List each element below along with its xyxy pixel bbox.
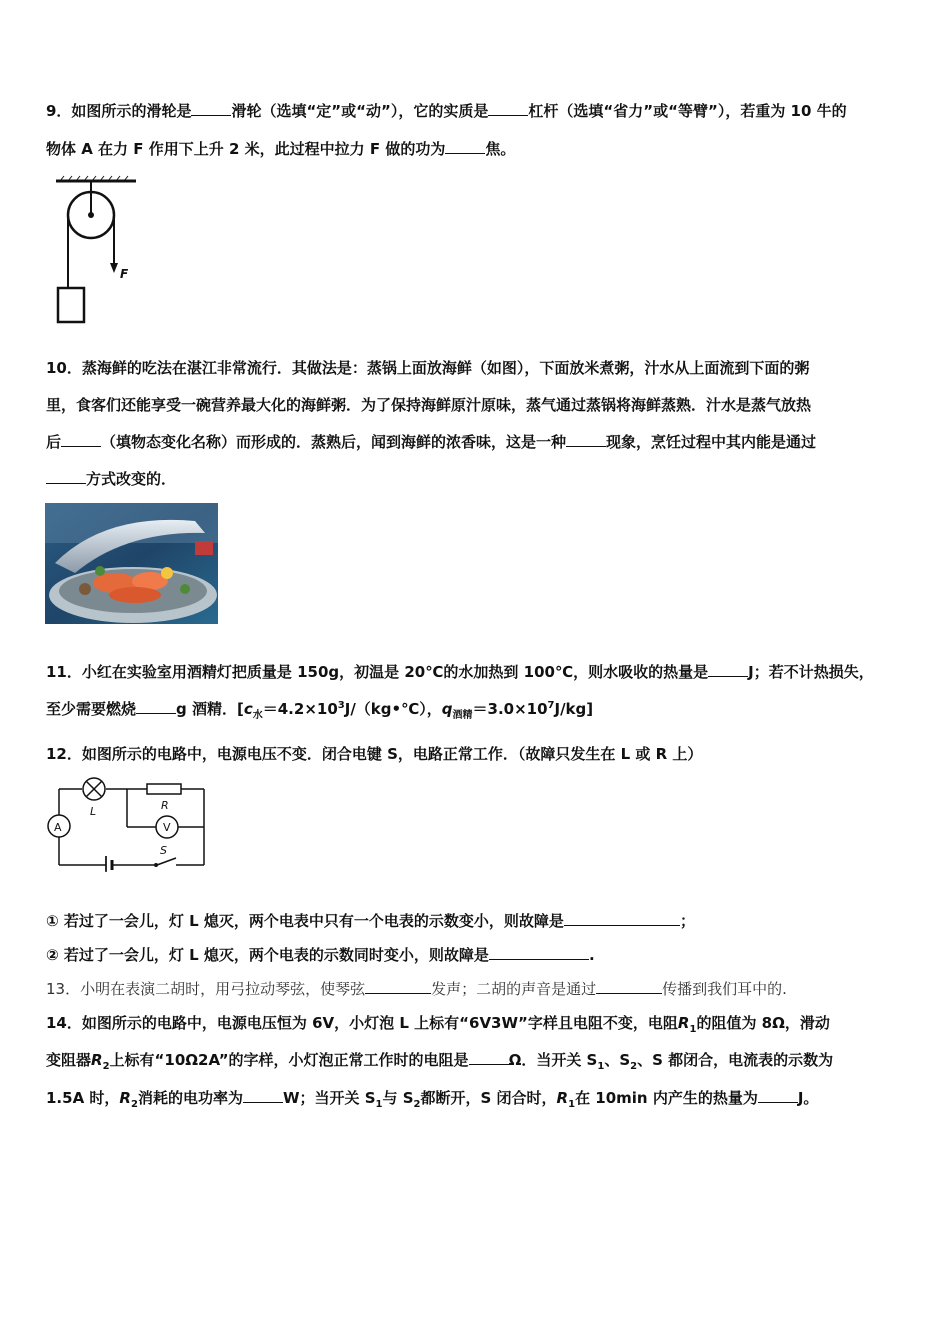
q10-text-2: 里，食客们还能享受一碗营养最大化的海鲜粥．为了保持海鲜原汁原味，蒸气通过蒸锅将海鲜蒸熟．汁水是蒸气放热 xyxy=(46,396,812,414)
q14-l3-s2-sub: 2 xyxy=(413,1099,421,1110)
q10-text-3c: 现象，烹饪过程中其内能是通过 xyxy=(606,433,817,451)
q14-r2-sub: 2 xyxy=(102,1061,110,1072)
q9-text-d: 物体 A 在力 F 作用下上升 2 米，此过程中拉力 F 做的功为 xyxy=(46,140,446,158)
q11-line-1 xyxy=(46,662,874,682)
ammeter-label: A xyxy=(54,821,62,834)
q9-blank-2[interactable] xyxy=(488,101,528,116)
resistor-label: R xyxy=(161,799,169,812)
q14-l3-r1-sub: 1 xyxy=(568,1099,576,1110)
q14-text-2e: 、S 都闭合，电流表的示数为 xyxy=(637,1051,834,1069)
q14-text-3f: 在 10min 内产生的热量为 xyxy=(575,1089,758,1107)
q9-text-a: 9．如图所示的滑轮是 xyxy=(46,102,192,120)
q14-l3-r2-symbol: R xyxy=(119,1089,131,1107)
q12-blank-2[interactable] xyxy=(489,945,589,960)
q12-text-1: 12．如图所示的电路中，电源电压不变．闭合电键 S，电路正常工作．（故障只发生在 L 或 R 上） xyxy=(46,745,703,763)
q11-q-value: ＝3.0×10 xyxy=(472,700,548,718)
q12-sub-1 xyxy=(46,911,695,931)
q10-blank-1[interactable] xyxy=(61,432,101,447)
switch-label: S xyxy=(160,844,167,857)
q14-text-3e: 都断开，S 闭合时， xyxy=(420,1089,557,1107)
q11-text-2a: 至少需要燃烧 xyxy=(46,700,137,718)
q9-text-b: 滑轮（选填“定”或“动”），它的实质是 xyxy=(231,102,489,120)
q14-r1-symbol: R xyxy=(677,1014,690,1032)
q14-line-2 xyxy=(46,1050,833,1070)
q11-q-sub: 酒精 xyxy=(452,710,473,721)
q9-text-c: 杠杆（选填“省力”或“等臂”），若重为 10 牛的 xyxy=(528,102,847,120)
q14-text-1a: 14．如图所示的电路中，电源电压恒为 6V，小灯泡 L 上标有“6V3W”字样且电阻不变，电阻 xyxy=(46,1014,678,1032)
q14-line-3 xyxy=(46,1088,818,1108)
q14-text-3d: 与 S xyxy=(382,1089,414,1107)
q10-line-3 xyxy=(46,432,816,452)
q14-l3-s1-sub: 1 xyxy=(375,1099,383,1110)
q14-r2-symbol: R xyxy=(91,1051,103,1069)
q10-text-3b: （填物态变化名称）而形成的．蒸熟后，闻到海鲜的浓香味，这是一种 xyxy=(101,433,567,451)
q11-line-2 xyxy=(46,699,593,719)
q11-text-1b: J；若不计热损失， xyxy=(748,663,874,681)
q11-text-1a: 11．小红在实验室用酒精灯把质量是 150g，初温是 20℃的水加热到 100℃，则水吸收的热量是 xyxy=(46,663,709,681)
q14-s1-sub: 1 xyxy=(597,1061,605,1072)
pulley-force-label: F xyxy=(120,267,129,281)
q12-sub-2 xyxy=(46,945,595,965)
q11-c-sub: 水 xyxy=(252,710,263,721)
q11-q-symbol: q xyxy=(441,700,453,718)
q11-c-symbol: c xyxy=(243,700,253,718)
q11-c-exp: 3 xyxy=(337,700,345,711)
q11-blank-2[interactable] xyxy=(136,699,176,714)
circuit-diagram xyxy=(44,772,209,872)
q14-text-3a: 1.5A 时， xyxy=(46,1089,120,1107)
lamp-label: L xyxy=(90,805,97,818)
q14-text-2d: 、S xyxy=(604,1051,631,1069)
q14-text-2c: Ω．当开关 S xyxy=(508,1051,598,1069)
q12-blank-1[interactable] xyxy=(564,911,680,926)
q11-text-2b: g 酒精．[ xyxy=(176,700,244,718)
q12-text-sub1a: ① 若过了一会儿，灯 L 熄灭，两个电表中只有一个电表的示数变小，则故障是 xyxy=(46,912,564,930)
q11-q-unit: J/kg] xyxy=(554,700,594,718)
q10-blank-2[interactable] xyxy=(566,432,606,447)
q11-q-exp: 7 xyxy=(547,700,555,711)
q10-text-1: 10．蒸海鲜的吃法在湛江非常流行．其做法是：蒸锅上面放海鲜（如图），下面放米煮粥，汁水从上面流到下面的粥 xyxy=(46,359,810,377)
q14-l3-r2-sub: 2 xyxy=(130,1099,138,1110)
q9-blank-3[interactable] xyxy=(445,139,485,154)
q10-line-4 xyxy=(46,469,176,489)
q9-blank-1[interactable] xyxy=(191,101,231,116)
q10-line-2 xyxy=(46,395,811,415)
q14-text-3c: W；当开关 S xyxy=(282,1089,376,1107)
q11-c-value: ＝4.2×10 xyxy=(262,700,338,718)
q14-blank-3[interactable] xyxy=(758,1088,798,1103)
q14-text-1b: 的阻值为 8Ω，滑动 xyxy=(696,1014,830,1032)
q10-blank-3[interactable] xyxy=(46,469,86,484)
q13-text-b: 发声；二胡的声音是通过 xyxy=(431,980,597,998)
q13-text-c: 传播到我们耳中的. xyxy=(662,980,787,998)
q12-text-sub2a: ② 若过了一会儿，灯 L 熄灭，两个电表的示数同时变小，则故障是 xyxy=(46,946,489,964)
q11-blank-1[interactable] xyxy=(708,662,748,677)
voltmeter-label: V xyxy=(163,821,171,834)
q11-c-unit: J/（kg•℃）， xyxy=(344,700,442,718)
q13-blank-1[interactable] xyxy=(365,979,431,994)
q14-text-3g: J。 xyxy=(797,1089,819,1107)
q12-text-sub2b: . xyxy=(588,946,595,964)
q9-line-2 xyxy=(46,139,515,159)
q9-line-1 xyxy=(46,101,847,121)
pulley-figure xyxy=(50,175,140,330)
q12-text-sub1b: ； xyxy=(679,912,695,930)
q9-text-e: 焦。 xyxy=(485,140,516,158)
q14-text-3b: 消耗的电功率为 xyxy=(137,1089,243,1107)
q10-text-3a: 后 xyxy=(46,433,62,451)
q14-blank-2[interactable] xyxy=(243,1088,283,1103)
q12-line-1 xyxy=(46,744,702,764)
q14-s2-sub: 2 xyxy=(630,1061,638,1072)
q14-text-2a: 变阻器 xyxy=(46,1051,92,1069)
q10-line-1 xyxy=(46,358,809,378)
q14-r1-sub: 1 xyxy=(689,1024,697,1035)
q13-blank-2[interactable] xyxy=(596,979,662,994)
q14-text-2b: 上标有“10Ω2A”的字样，小灯泡正常工作时的电阻是 xyxy=(109,1051,469,1069)
q10-text-4: 方式改变的． xyxy=(86,470,177,488)
q14-blank-1[interactable] xyxy=(469,1050,509,1065)
q14-l3-r1-symbol: R xyxy=(556,1089,569,1107)
seafood-steamer-photo xyxy=(45,503,218,624)
q13-text-a: 13．小明在表演二胡时，用弓拉动琴弦，使琴弦 xyxy=(46,980,366,998)
q14-line-1 xyxy=(46,1013,830,1033)
q13-line xyxy=(46,979,787,999)
